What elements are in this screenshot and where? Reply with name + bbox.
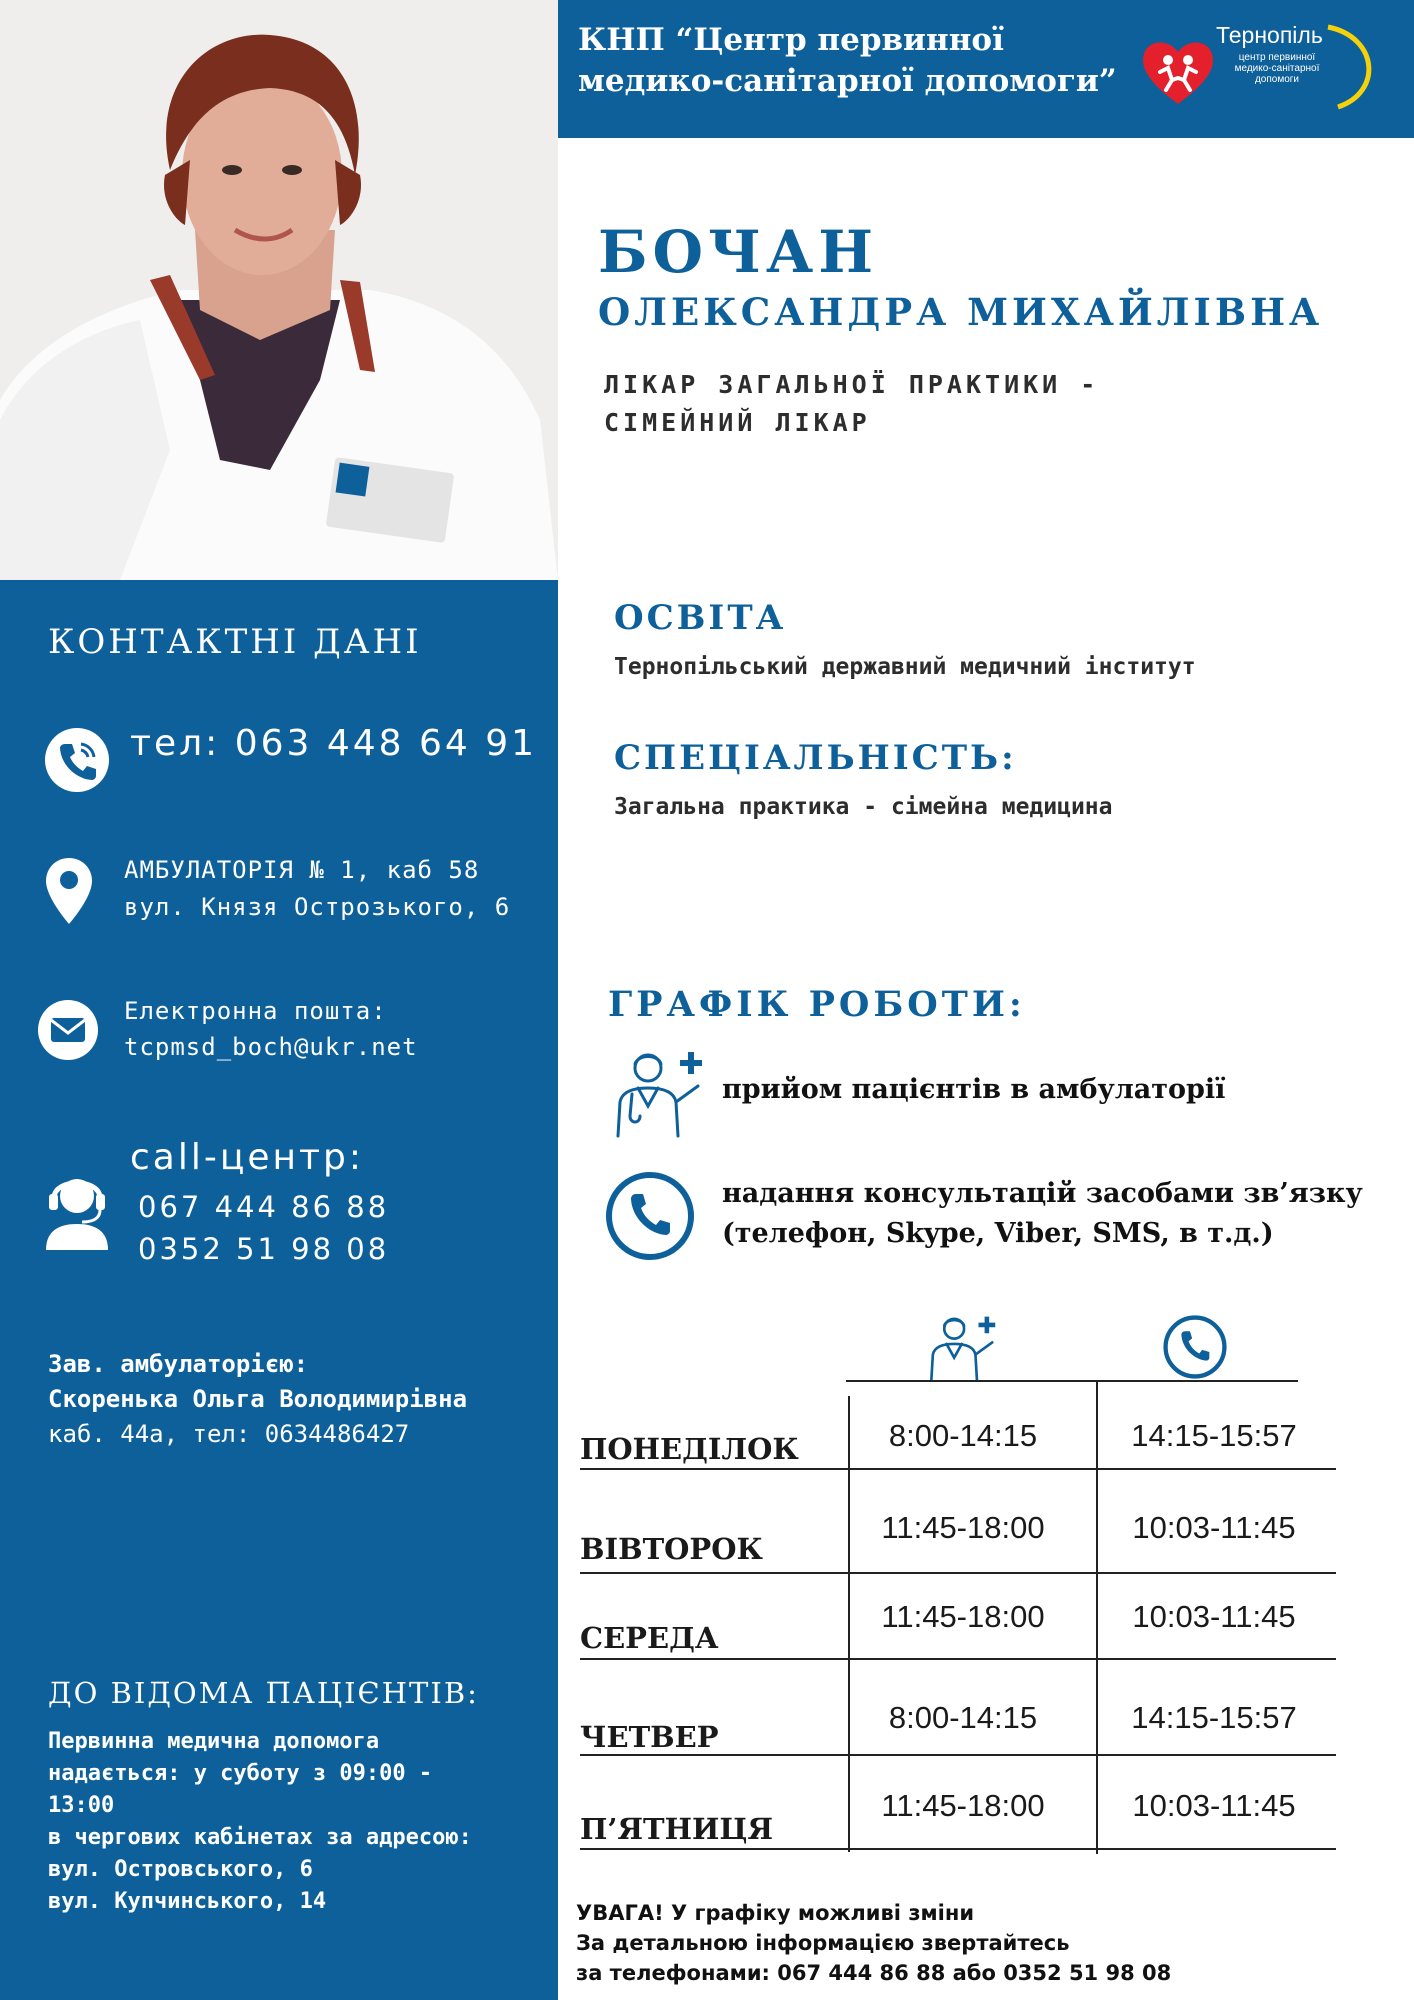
head-name: Скоренька Ольга Володимирівна [48, 1385, 468, 1413]
day-label: ЧЕТВЕР [580, 1720, 719, 1754]
doctor-first-name: ОЛЕКСАНДРА МИХАЙЛІВНА [598, 290, 1324, 334]
doctor-phone[interactable]: тел: 063 448 64 91 [130, 723, 538, 764]
table-row-line-2 [580, 1572, 1336, 1574]
organization-logo [1138, 22, 1388, 118]
call-center-phone-1[interactable]: 067 444 86 88 [138, 1190, 390, 1224]
remote-time: 14:15-15:57 [1131, 1418, 1297, 1453]
clinic-address [124, 852, 510, 926]
patients-info-heading: ДО ВІДОМА ПАЦІЄНТІВ: [48, 1676, 479, 1710]
position-line-1: ЛІКАР ЗАГАЛЬНОЇ ПРАКТИКИ - [604, 370, 1100, 399]
inperson-time: 11:45-18:00 [881, 1599, 1045, 1634]
notice-line-2: За детальною інформацією звертайтесь [576, 1931, 1070, 1955]
logo-title: Тернопіль [1216, 22, 1323, 48]
email-address[interactable]: tcpmsd_boch@ukr.net [124, 1033, 418, 1061]
day-label: ПОНЕДІЛОК [580, 1432, 799, 1466]
head-label: Зав. амбулаторією: [48, 1350, 309, 1378]
location-pin-icon [44, 856, 94, 926]
contacts-heading: КОНТАКТНІ ДАНІ [48, 622, 422, 662]
specialty-text: Загальна практика - сімейна медицина [614, 794, 1113, 820]
logo-subtitle: центр первинної медико-санітарної допомоги [1234, 52, 1320, 85]
head-contact: каб. 44а, тел: 0634486427 [48, 1420, 410, 1448]
address-line-2: вул. Князя Острозького, 6 [124, 893, 511, 921]
notice-line-1: УВАГА! У графіку можливі зміни [576, 1901, 975, 1925]
day-label: ВІВТОРОК [580, 1532, 763, 1566]
phone-circle-icon [604, 1170, 696, 1262]
patients-info-line-3: 13:00 [48, 1793, 115, 1818]
legend-remote [722, 1174, 1363, 1254]
inperson-time: 11:45-18:00 [881, 1510, 1045, 1545]
patients-info-line-6: вул. Купчинського, 14 [48, 1889, 327, 1914]
call-center-phone-2[interactable]: 0352 51 98 08 [138, 1232, 390, 1266]
day-label: П’ЯТНИЦЯ [580, 1812, 774, 1846]
day-label: СЕРЕДА [580, 1621, 719, 1655]
remote-time: 14:15-15:57 [1131, 1700, 1297, 1735]
email-label: Електронна пошта: [124, 997, 387, 1025]
headset-icon [44, 1168, 110, 1250]
org-line-1: КНП “Центр первинної [578, 22, 1004, 58]
position-line-2: СІМЕЙНИЙ ЛІКАР [604, 408, 871, 437]
patients-info-text [48, 1726, 472, 1918]
remote-time: 10:03-11:45 [1132, 1510, 1296, 1545]
patients-info-line-1: Первинна медична допомога [48, 1729, 380, 1754]
schedule-notice [576, 1898, 1171, 1988]
header-banner [548, 0, 1414, 138]
call-center-label: call-центр: [130, 1137, 364, 1178]
table-header-line [846, 1380, 1298, 1382]
legend-inperson: прийом пацієнтів в амбулаторії [722, 1074, 1226, 1105]
inperson-time: 8:00-14:15 [888, 1700, 1038, 1735]
table-row-line-3 [580, 1658, 1336, 1660]
doctor-surname: БОЧАН [598, 218, 879, 286]
table-row-line-4 [580, 1754, 1336, 1756]
table-row-line-1 [580, 1468, 1336, 1470]
doctor-portrait-illustration [0, 0, 558, 580]
remote-time: 10:03-11:45 [1132, 1788, 1296, 1823]
table-row-line-5 [580, 1848, 1336, 1850]
table-doctor-icon [924, 1312, 998, 1382]
inperson-time: 8:00-14:15 [888, 1418, 1038, 1453]
email-block [124, 993, 418, 1065]
call-center-phones [138, 1186, 389, 1270]
doctor-icon [610, 1046, 704, 1138]
inperson-time: 11:45-18:00 [881, 1788, 1045, 1823]
organization-name [578, 20, 1117, 102]
org-line-2: медико-санітарної допомоги” [578, 63, 1117, 99]
doctor-position [604, 366, 1099, 442]
notice-line-3: за телефонами: 067 444 86 88 або 0352 51 98 08 [576, 1961, 1172, 1985]
education-text: Тернопільський державний медичний інститут [614, 654, 1196, 680]
remote-time: 10:03-11:45 [1132, 1599, 1296, 1634]
head-of-clinic [48, 1347, 467, 1452]
specialty-heading: СПЕЦІАЛЬНІСТЬ: [614, 738, 1017, 778]
heart-logo-icon [1138, 32, 1218, 112]
email-icon [38, 1000, 98, 1060]
address-line-1: АМБУЛАТОРІЯ № 1, каб 58 [124, 856, 480, 884]
phone-icon [45, 728, 109, 792]
legend-remote-line-2: (телефон, Skype, Viber, SMS, в т.д.) [722, 1218, 1274, 1249]
patients-info-line-2: надається: у суботу з 09:00 - [48, 1761, 433, 1786]
doctor-photo [0, 0, 558, 580]
patients-info-line-5: вул. Островського, 6 [48, 1857, 313, 1882]
patients-info-line-4: в чергових кабінетах за адресою: [48, 1825, 472, 1850]
table-phone-icon [1162, 1314, 1228, 1380]
education-heading: ОСВІТА [614, 598, 787, 638]
legend-remote-line-1: надання консультацій засобами зв’язку [722, 1178, 1363, 1209]
schedule-heading: ГРАФІК РОБОТИ: [608, 984, 1026, 1025]
contacts-sidebar [0, 580, 558, 2000]
